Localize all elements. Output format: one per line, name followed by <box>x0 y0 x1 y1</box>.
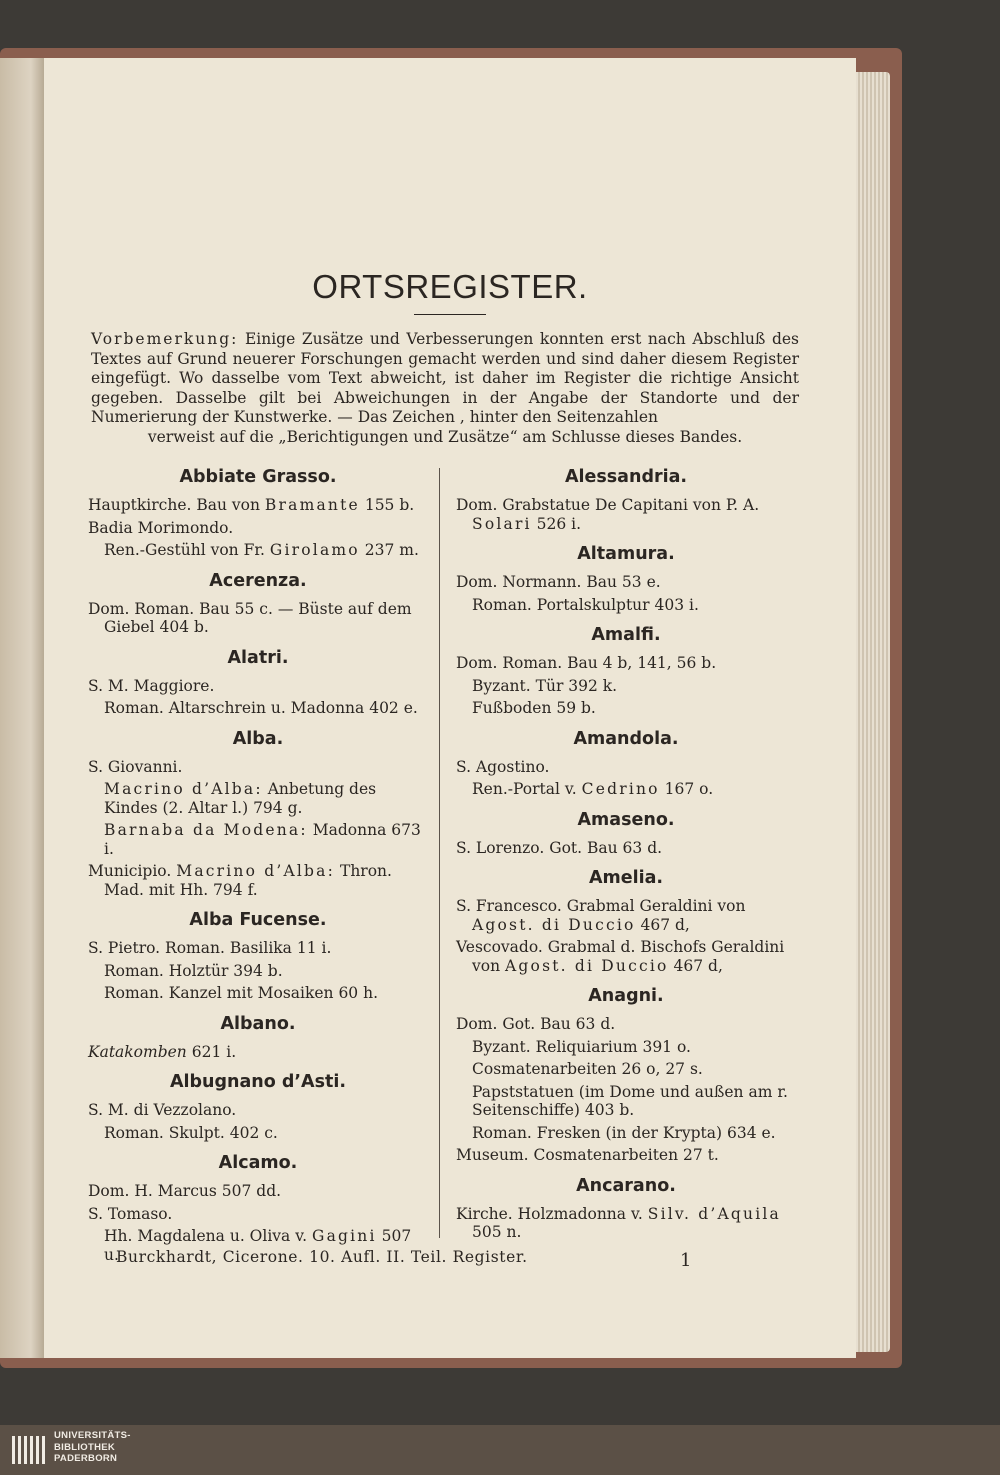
place-heading: Alcamo. <box>218 1153 298 1173</box>
index-entry: Katakomben 621 i. <box>88 1042 237 1061</box>
place-heading: Alatri. <box>227 647 289 668</box>
index-subentry: Macrino d’Alba: Anbetung des Kindes (2. Altar l.) 794 g. <box>104 780 377 817</box>
place-heading: Amelia. <box>588 868 664 888</box>
place-heading: Amaseno. <box>577 809 675 830</box>
index-entry: S. Lorenzo. Got. Bau 63 d. <box>456 838 663 857</box>
place-heading: Alba. <box>232 728 284 749</box>
page-title: ORTSREGISTER. <box>312 268 588 305</box>
right-column <box>456 458 796 1246</box>
index-entry: S. M. Maggiore. <box>88 676 215 695</box>
index-entry: S. Tomaso. <box>88 1204 173 1223</box>
index-subentry: Hh. Magdalena u. Oliva v. Gagini 507 u. <box>104 1227 412 1264</box>
index-subentry: Ren.-Portal v. Cedrino 167 o. <box>472 780 714 798</box>
index-entry: S. Francesco. Grabmal Geraldini von Agost. di Duccio 467 d, <box>456 897 746 934</box>
index-entry: Hauptkirche. Bau von Bramante 155 b. <box>88 496 415 514</box>
index-subentry: Byzant. Tür 392 k. <box>472 676 618 695</box>
index-entry: S. Pietro. Roman. Basilika 11 i. <box>88 939 332 957</box>
index-subentry: Roman. Fresken (in der Krypta) 634 e. <box>472 1123 776 1142</box>
place-heading: Alessandria. <box>564 467 688 487</box>
index-subentry: Roman. Altarschrein u. Madonna 402 e. <box>104 699 418 717</box>
library-logo-icon <box>8 1430 48 1470</box>
book-gutter <box>0 58 44 1358</box>
place-heading: Ancarano. <box>576 1175 676 1196</box>
index-entry: Kirche. Holzmadonna v. Silv. d’Aquila 505 n. <box>456 1204 781 1241</box>
index-entry: Vescovado. Grabmal d. Bischofs Geraldini von Agost. di Duccio 467 d, <box>456 938 785 975</box>
index-subentry: Papststatuen (im Dome und außen am r. Seitenschiffe) 403 b. <box>472 1082 788 1119</box>
intro-lead: Vorbemerkung: <box>91 330 239 348</box>
index-entry: Dom. Grabstatue De Capitani von P. A. Solari 526 i. <box>456 496 760 533</box>
left-column <box>88 458 428 1268</box>
library-logo-bar <box>0 1425 1000 1475</box>
index-entry: Dom. Got. Bau 63 d. <box>456 1015 616 1033</box>
index-subentry: Roman. Skulpt. 402 c. <box>104 1123 278 1142</box>
index-subentry: Roman. Holztür 394 b. <box>104 961 283 980</box>
place-heading: Anagni. <box>588 986 664 1006</box>
place-heading: Albano. <box>220 1013 296 1034</box>
index-subentry: Fußboden 59 b. <box>472 699 596 717</box>
index-entry: S. Giovanni. <box>88 757 183 776</box>
index-entry: Dom. H. Marcus 507 dd. <box>88 1182 282 1200</box>
index-subentry: Ren.-Gestühl von Fr. Girolamo 237 m. <box>104 541 419 559</box>
index-entry: Badia Morimondo. <box>88 518 234 537</box>
index-entry: Museum. Cosmatenarbeiten 27 t. <box>456 1146 719 1164</box>
library-logo-text: UNIVERSITÄTS- BIBLIOTHEK PADERBORN <box>54 1430 131 1464</box>
index-entry: Dom. Roman. Bau 4 b, 141, 56 b. <box>456 654 717 672</box>
place-heading: Acerenza. <box>209 570 307 591</box>
column-divider <box>439 468 440 1238</box>
page-number: 1 <box>680 1250 692 1271</box>
intro-paragraph <box>91 330 799 448</box>
index-entry: Dom. Normann. Bau 53 e. <box>456 573 661 591</box>
place-heading: Amalfi. <box>591 625 661 645</box>
index-entry: Dom. Roman. Bau 55 c. — Büste auf dem Giebel 404 b. <box>88 599 412 636</box>
place-heading: Altamura. <box>577 544 675 564</box>
page-footer: Burckhardt, Cicerone. 10. Aufl. II. Teil. Register. <box>116 1248 528 1266</box>
place-heading: Albugnano d’Asti. <box>169 1072 347 1092</box>
index-subentry: Roman. Kanzel mit Mosaiken 60 h. <box>104 984 379 1002</box>
place-heading: Amandola. <box>573 728 679 749</box>
intro-body: Einige Zusätze und Verbesserungen konnten erst nach Abschluß des Textes auf Grund neuerer Forschungen gemacht werden und sind daher diesem Register eingefügt. Wo dasselbe vom Text abweicht, ist daher im Register die richtige Ansicht gegeben. Dasselbe gilt bei Abweichungen in der Angabe der Standorte und der Numerierung der Kunstwerke. — Das Zeichen , hinter den Seitenzahlen <box>91 330 799 427</box>
page-stack-edge <box>852 72 890 1352</box>
index-subentry: Cosmatenarbeiten 26 o, 27 s. <box>472 1060 703 1078</box>
title-rule <box>414 314 486 315</box>
index-subentry: Barnaba da Modena: Madonna 673 i. <box>104 821 421 858</box>
index-subentry: Roman. Portalskulptur 403 i. <box>472 595 699 614</box>
index-entry: Municipio. Macrino d’Alba: Thron. Mad. mit Hh. 794 f. <box>88 862 392 899</box>
intro-last-line: verweist auf die „Berichtigungen und Zusätze“ am Schlusse dieses Bandes. <box>147 427 743 446</box>
index-entry: S. M. di Vezzolano. <box>88 1101 237 1119</box>
place-heading: Abbiate Grasso. <box>179 467 337 487</box>
index-subentry: Byzant. Reliquiarium 391 o. <box>472 1037 691 1056</box>
place-heading: Alba Fucense. <box>189 910 327 930</box>
index-entry: S. Agostino. <box>456 757 550 776</box>
book-page <box>44 58 856 1358</box>
